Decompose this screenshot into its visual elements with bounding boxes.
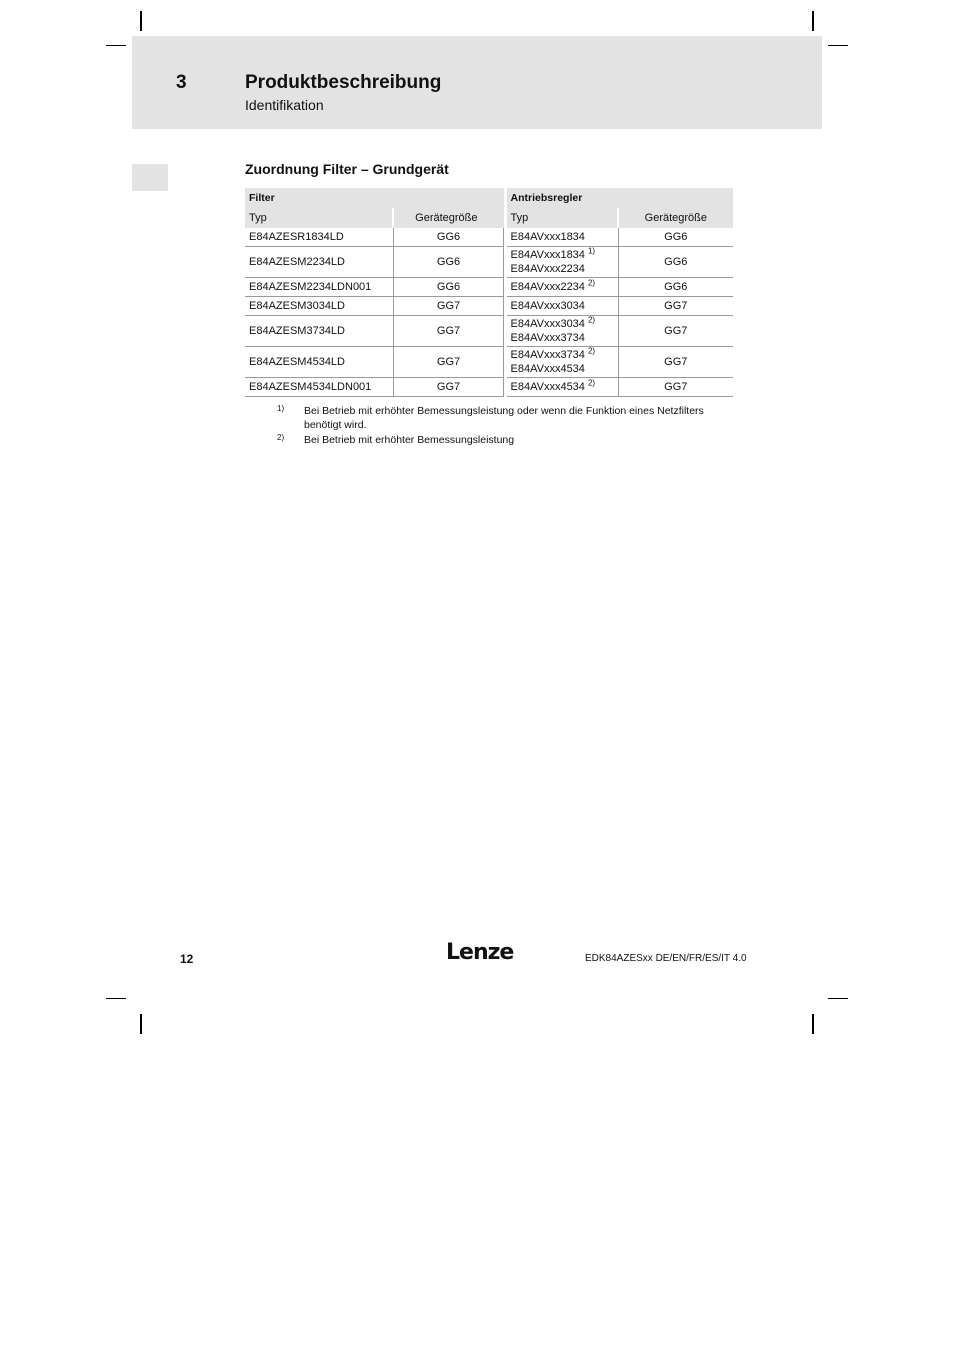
cell-drive-type: [505, 297, 618, 316]
cell-filter-type: E84AZESM3734LD: [245, 316, 393, 347]
cell-filter-type: E84AZESM4534LD: [245, 347, 393, 378]
cell-drive-size: GG6: [618, 247, 733, 278]
cell-drive-size: GG7: [618, 347, 733, 378]
cell-drive-type: [505, 378, 618, 397]
cell-drive-size: GG7: [618, 378, 733, 397]
drive-type-text: E84AVxxx2234: [510, 263, 585, 275]
cell-drive-type: [505, 247, 618, 278]
cell-drive-size: GG6: [618, 278, 733, 297]
cell-drive-type: [505, 228, 618, 247]
drive-type-line: [511, 230, 614, 244]
drive-type-line: [511, 280, 614, 294]
cell-drive-size: GG6: [618, 228, 733, 247]
footnote-reference: 2): [587, 278, 596, 288]
drive-type-line: [511, 362, 614, 376]
footnote-item: [245, 404, 733, 432]
drive-type-text: E84AVxxx2234: [510, 281, 585, 293]
table-row: [245, 378, 733, 397]
drive-type-text: E84AVxxx3734: [510, 349, 585, 361]
crop-mark-bottom-left-v: [140, 1014, 142, 1034]
chapter-number: 3: [176, 72, 187, 93]
side-tab-marker: [132, 164, 168, 191]
cell-filter-size: GG6: [393, 247, 505, 278]
table-column-header-row: [245, 208, 733, 228]
table-row: [245, 347, 733, 378]
chapter-subtitle: Identifikation: [245, 97, 324, 113]
document-id: EDK84AZESxx DE/EN/FR/ES/IT 4.0: [585, 953, 747, 964]
drive-type-text: E84AVxxx1834: [510, 231, 585, 243]
crop-mark-bottom-right-v: [812, 1014, 814, 1034]
column-header-filter-size: Gerätegröße: [393, 208, 505, 228]
cell-filter-size: GG7: [393, 316, 505, 347]
footnotes: [245, 404, 733, 448]
cell-drive-type: [505, 316, 618, 347]
cell-drive-type: [505, 347, 618, 378]
footnote-item: [245, 433, 733, 447]
cell-filter-size: GG7: [393, 297, 505, 316]
cell-drive-size: GG7: [618, 316, 733, 347]
footnote-mark: 2): [277, 433, 285, 442]
table-body: [245, 228, 733, 397]
cell-filter-type: E84AZESM2234LDN001: [245, 278, 393, 297]
cell-filter-type: E84AZESM3034LD: [245, 297, 393, 316]
footnote-reference: 1): [587, 246, 596, 256]
crop-mark-bottom-left-h: [106, 998, 126, 999]
footnote-reference: 2): [587, 378, 596, 388]
cell-filter-type: E84AZESM2234LD: [245, 247, 393, 278]
footnote-mark: 1): [277, 404, 285, 413]
drive-type-line: [511, 299, 614, 313]
chapter-title: Produktbeschreibung: [245, 72, 442, 93]
footnote-reference: 2): [587, 315, 596, 325]
crop-mark-top-right-h: [828, 45, 848, 46]
lenze-logo: Lenze: [446, 940, 514, 965]
cell-filter-type: E84AZESR1834LD: [245, 228, 393, 247]
crop-mark-top-right-v: [812, 11, 814, 31]
chapter-header-band: [132, 36, 822, 129]
drive-type-text: E84AVxxx3034: [510, 318, 585, 330]
drive-type-text: E84AVxxx4534: [510, 381, 585, 393]
cell-filter-size: GG7: [393, 347, 505, 378]
drive-type-line: [511, 317, 614, 331]
drive-type-text: E84AVxxx1834: [510, 249, 585, 261]
footnote-text-line: Bei Betrieb mit erhöhter Bemessungsleistung oder wenn die Funktion eines Netzfilters: [304, 405, 704, 417]
crop-mark-bottom-right-h: [828, 998, 848, 999]
cell-filter-type: E84AZESM4534LDN001: [245, 378, 393, 397]
cell-filter-size: GG6: [393, 278, 505, 297]
footnote-text-line: benötigt wird.: [304, 419, 367, 431]
table-row: [245, 228, 733, 247]
table-row: [245, 247, 733, 278]
drive-type-line: [511, 380, 614, 394]
group-header-drive: Antriebsregler: [505, 188, 733, 208]
cell-drive-type: [505, 278, 618, 297]
drive-type-line: [511, 262, 614, 276]
drive-type-text: E84AVxxx3734: [510, 332, 585, 344]
footnote-text-line: Bei Betrieb mit erhöhter Bemessungsleistung: [304, 434, 515, 446]
cell-filter-size: GG7: [393, 378, 505, 397]
filter-assignment-table: [245, 188, 733, 397]
table-row: [245, 297, 733, 316]
drive-type-text: E84AVxxx3034: [510, 300, 585, 312]
table-row: [245, 316, 733, 347]
crop-mark-top-left-v: [140, 11, 142, 31]
crop-mark-top-left-h: [106, 45, 126, 46]
group-header-filter: Filter: [245, 188, 505, 208]
footnote-reference: 2): [587, 346, 596, 356]
section-heading: Zuordnung Filter – Grundgerät: [245, 161, 449, 177]
drive-type-text: E84AVxxx4534: [510, 363, 585, 375]
table-group-header-row: [245, 188, 733, 208]
drive-type-line: [511, 348, 614, 362]
column-header-drive-size: Gerätegröße: [618, 208, 733, 228]
column-header-drive-type: Typ: [505, 208, 618, 228]
column-header-filter-type: Typ: [245, 208, 393, 228]
page-number: 12: [180, 952, 194, 966]
drive-type-line: [511, 331, 614, 345]
cell-filter-size: GG6: [393, 228, 505, 247]
table-row: [245, 278, 733, 297]
drive-type-line: [511, 248, 614, 262]
cell-drive-size: GG7: [618, 297, 733, 316]
